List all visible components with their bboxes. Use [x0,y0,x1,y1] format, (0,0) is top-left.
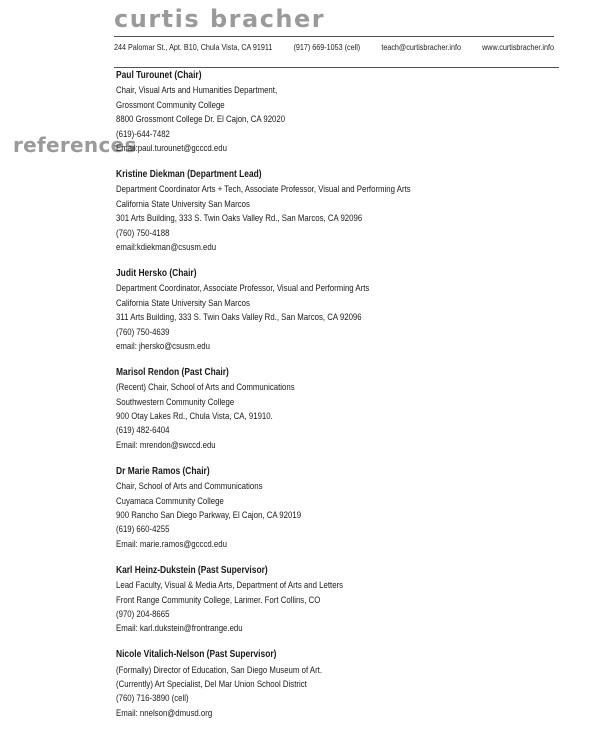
resume-name: curtis bracher [114,5,326,33]
reference-name: Dr Marie Ramos (Chair) [116,465,210,477]
reference-email[interactable]: email:kdiekman@csusm.edu [116,241,217,252]
reference-line: Lead Faculty, Visual & Media Arts, Department of Arts and Letters [116,580,344,591]
reference-email[interactable]: Email: nnelson@dmusd.org [116,707,213,718]
reference-entry [116,564,586,636]
reference-entry [116,69,586,155]
reference-line: (760) 750-4639 [116,326,170,337]
reference-name: Nicole Vitalich-Nelson (Past Supervisor) [116,649,277,661]
reference-name: Paul Turounet (Chair) [116,70,202,81]
reference-line: Front Range Community College, Larimer. Fort Collins, CO [116,594,321,605]
reference-name: Marisol Rendon (Past Chair) [116,366,229,378]
reference-entry [116,648,586,720]
contact-address: 244 Palomar St., Apt. B10, Chula Vista, CA 91911 [114,42,273,53]
section-label-references: references [13,133,137,157]
reference-line: (Formally) Director of Education, San Diego Museum of Art. [116,664,323,675]
reference-line: Department Coordinator Arts + Tech, Associate Professor, Visual and Performing Arts [116,184,411,195]
reference-name: Judit Hersko (Chair) [116,267,197,279]
reference-line: (970) 204-8665 [116,608,170,619]
reference-entry [116,267,586,353]
reference-email[interactable]: Email:paul.turounet@gcccd.edu [116,143,227,154]
reference-entry [116,366,586,452]
contact-email[interactable]: teach@curtisbracher.info [381,42,461,53]
header-rule-top [114,36,554,37]
reference-line: 311 Arts Building, 333 S. Twin Oaks Valley Rd., San Marcos, CA 92096 [116,312,362,323]
reference-line: Chair, School of Arts and Communications [116,481,263,492]
reference-line: (619)-644-7482 [116,128,170,139]
reference-line: Southwestern Community College [116,396,235,407]
reference-email[interactable]: email: jhersko@csusm.edu [116,340,211,351]
reference-line: 8800 Grossmont College Dr. El Cajon, CA 92020 [116,114,286,125]
reference-line: (619) 482-6404 [116,425,170,436]
reference-name: Kristine Diekman (Department Lead) [116,168,262,180]
reference-entry [116,465,586,551]
reference-line: 900 Otay Lakes Rd., Chula Vista, CA, 91910. [116,411,273,422]
reference-line: (619) 660-4255 [116,524,170,535]
references-list [116,69,586,733]
reference-line: 900 Rancho San Diego Parkway, El Cajon, CA 92019 [116,509,302,520]
reference-name: Karl Heinz-Dukstein (Past Supervisor) [116,564,268,576]
reference-line: (760) 750-4188 [116,227,170,238]
reference-entry [116,168,586,254]
reference-line: (Currently) Art Specialist, Del Mar Union School District [116,679,307,690]
reference-email[interactable]: Email: marie.ramos@gcccd.edu [116,538,227,549]
reference-line: Department Coordinator, Associate Professor, Visual and Performing Arts [116,283,370,294]
reference-email[interactable]: Email: karl.dukstein@frontrange.edu [116,623,243,634]
reference-line: Chair, Visual Arts and Humanities Department, [116,85,278,96]
reference-line: California State University San Marcos [116,198,250,209]
contact-line [114,42,554,52]
header-rule-bottom [114,67,559,68]
reference-line: (Recent) Chair, School of Arts and Communications [116,382,295,393]
reference-line: California State University San Marcos [116,297,250,308]
reference-line: Cuyamaca Community College [116,495,224,506]
reference-line: Grossmont Community College [116,99,225,110]
reference-line: (760) 716-3890 (cell) [116,693,189,704]
reference-email[interactable]: Email: mrendon@swccd.edu [116,439,216,450]
contact-phone: (917) 669-1053 (cell) [293,42,361,53]
reference-line: 301 Arts Building, 333 S. Twin Oaks Valley Rd., San Marcos, CA 92096 [116,213,363,224]
contact-website[interactable]: www.curtisbracher.info [482,42,554,53]
